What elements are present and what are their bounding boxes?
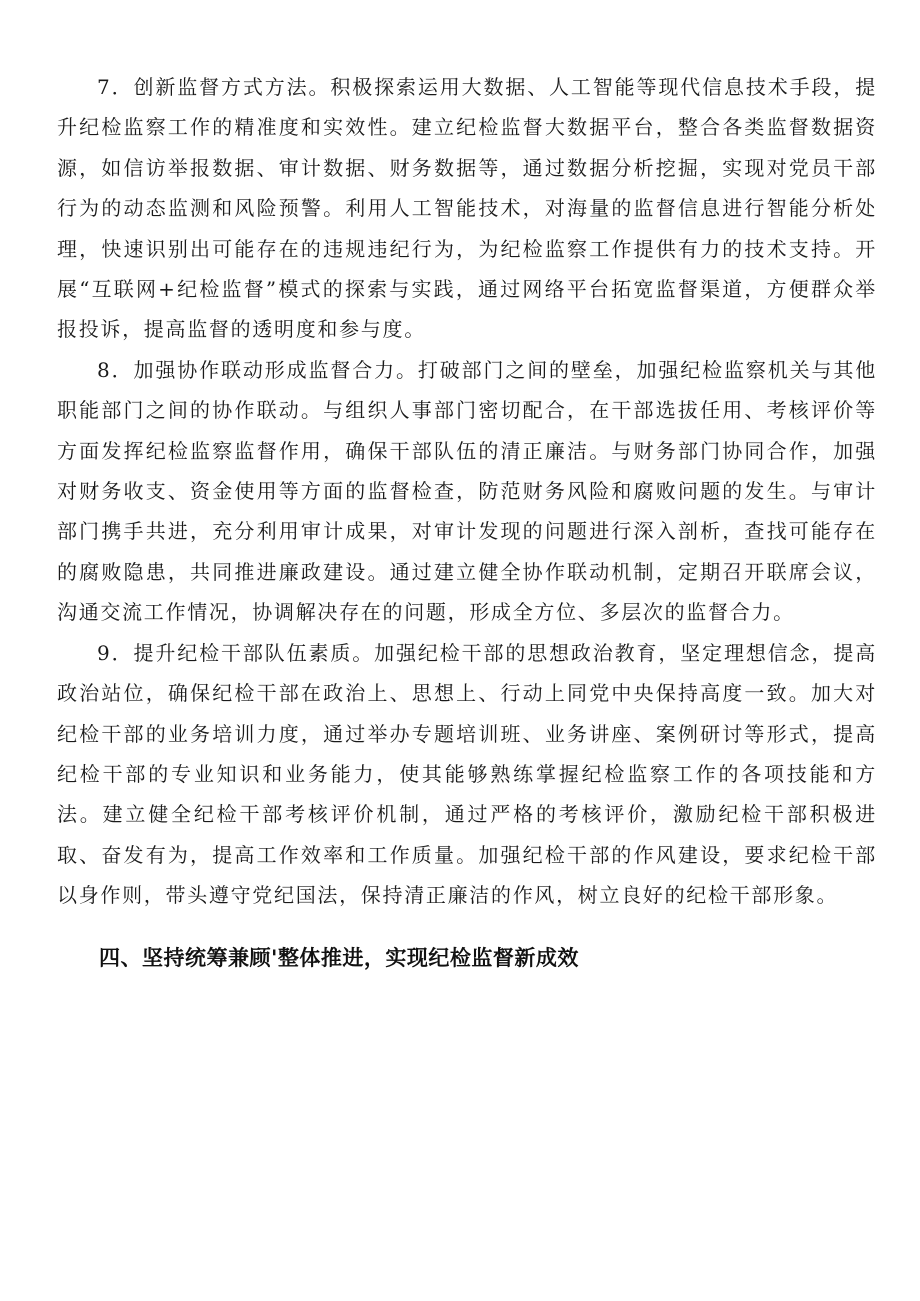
paragraph-9: 9．提升纪检干部队伍素质。加强纪检干部的思想政治教育，坚定理想信念，提高政治站位，确保纪检干部在政治上、思想上、行动上同党中央保持高度一致。加大对纪检干部的业务培训力度，通过举办专题培训班、业务讲座、案例研讨等形式，提高纪检干部的专业知识和业务能力，使其能够熟练掌握纪检监察工作的各项技能和方法。建立健全纪检干部考核评价机制，通过严格的考核评价，激励纪检干部积极进取、奋发有为，提高工作效率和工作质量。加强纪检干部的作风建设，要求纪检干部以身作则，带头遵守党纪国法，保持清正廉洁的作风，树立良好的纪检干部形象。 <box>57 640 877 908</box>
paragraph-7: 7．创新监督方式方法。积极探索运用大数据、人工智能等现代信息技术手段，提升纪检监察工作的精准度和实效性。建立纪检监督大数据平台，整合各类监督数据资源，如信访举报数据、审计数据、财务数据等，通过数据分析挖掘，实现对党员干部行为的动态监测和风险预警。利用人工智能技术，对海量的监督信息进行智能分析处理，快速识别出可能存在的违规违纪行为，为纪检监察工作提供有力的技术支持。开展“互联网+纪检监督”模式的探索与实践，通过网络平台拓宽监督渠道，方便群众举报投诉，提高监督的透明度和参与度。 <box>57 75 877 342</box>
section-heading: 四、坚持统筹兼顾'整体推进，实现纪检监督新成效 <box>99 945 579 970</box>
document-body <box>57 67 877 978</box>
paragraph-8: 8．加强协作联动形成监督合力。打破部门之间的壁垒，加强纪检监察机关与其他职能部门之间的协作联动。与组织人事部门密切配合，在干部选拔任用、考核评价等方面发挥纪检监察监督作用，确保干部队伍的清正廉洁。与财务部门协同合作，加强对财务收支、资金使用等方面的监督检查，防范财务风险和腐败问题的发生。与审计部门携手共进，充分利用审计成果，对审计发现的问题进行深入剖析，查找可能存在的腐败隐患，共同推进廉政建设。通过建立健全协作联动机制，定期召开联席会议，沟通交流工作情况，协调解决存在的问题，形成全方位、多层次的监督合力。 <box>57 357 877 625</box>
